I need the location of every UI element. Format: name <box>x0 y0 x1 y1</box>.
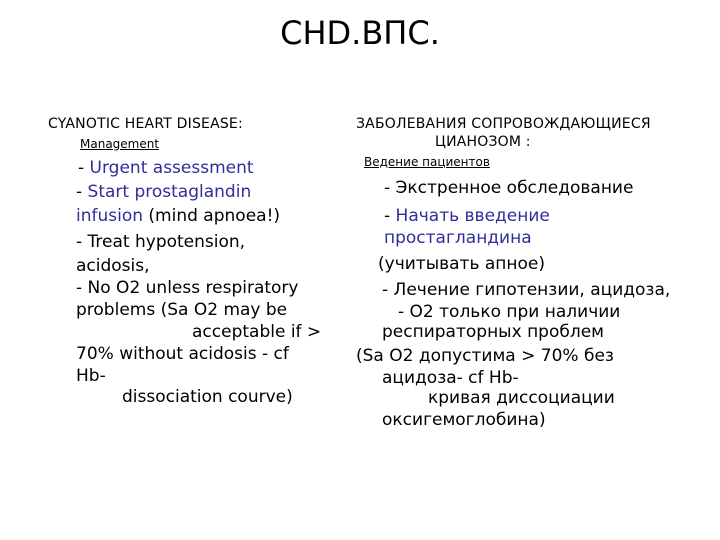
right-line-10: кривая диссоциации <box>428 388 615 408</box>
left-line-7: problems (Sa O2 may be <box>76 300 288 320</box>
left-line-4: - Treat hypotension, <box>76 232 246 252</box>
left-line-9: 70% without acidosis - cf <box>76 344 289 364</box>
right-line-7: респираторных проблем <box>382 322 605 342</box>
dash: - <box>76 182 88 202</box>
dash: - <box>384 206 396 226</box>
right-line-5: - Лечение гипотензии, ацидоза, <box>382 280 671 300</box>
right-line-6: - O2 только при наличии <box>398 302 621 322</box>
right-line-8: (Sa O2 допустима > 70% без <box>356 346 614 366</box>
right-line-3 <box>384 228 532 248</box>
right-line-4: (учитывать апное) <box>378 254 546 274</box>
left-line-2 <box>76 182 251 202</box>
left-line-1 <box>78 158 254 178</box>
left-line-3 <box>76 206 280 226</box>
left-line-6: - No O2 unless respiratory <box>76 278 299 298</box>
left-heading: CYANOTIC HEART DISEASE: <box>48 116 243 132</box>
text-blue: infusion <box>76 206 144 226</box>
right-line-1: - Экстренное обследование <box>384 178 634 198</box>
text: (mind apnoea!) <box>143 206 281 226</box>
right-subheading: Ведение пациентов <box>364 155 490 169</box>
right-heading-line-2: ЦИАНОЗОМ : <box>435 134 531 150</box>
right-heading-line-1: ЗАБОЛЕВАНИЯ СОПРОВОЖДАЮЩИЕСЯ <box>356 116 651 132</box>
text-blue: Start prostaglandin <box>87 182 252 202</box>
left-line-8: acceptable if > <box>192 322 322 342</box>
left-line-10: Hb- <box>76 366 106 386</box>
right-line-9: ацидоза- cf Hb- <box>382 368 519 388</box>
right-line-2 <box>384 206 550 226</box>
left-line-5: acidosis, <box>76 256 150 276</box>
text-blue: Начать введение <box>395 206 550 226</box>
left-subheading: Management <box>80 137 160 151</box>
text-blue: простагландина <box>384 228 532 248</box>
text: Urgent assessment <box>89 158 254 178</box>
right-line-11: оксигемоглобина) <box>382 410 546 430</box>
slide-title: CHD.ВПС. <box>280 14 440 52</box>
dash: - <box>78 158 90 178</box>
left-line-11: dissociation courve) <box>122 387 293 407</box>
